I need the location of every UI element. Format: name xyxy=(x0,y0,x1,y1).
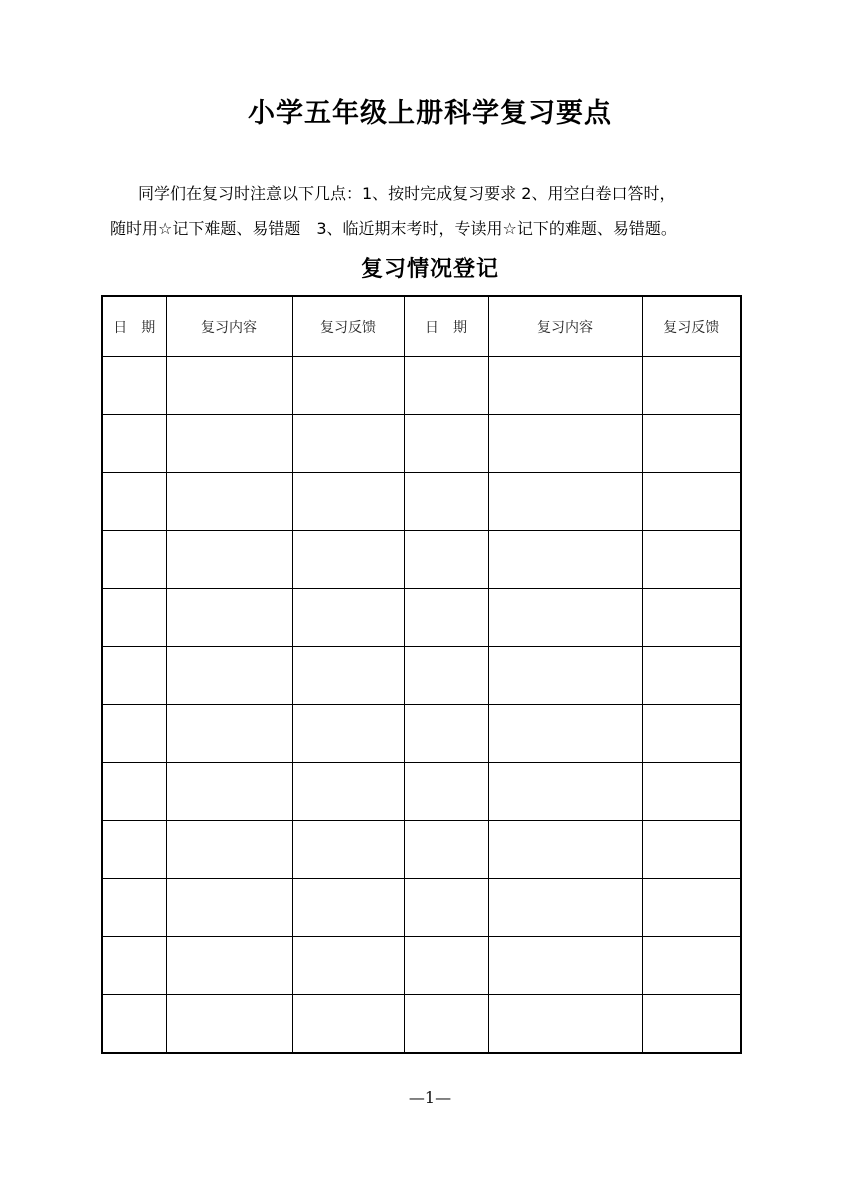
table-row xyxy=(102,821,741,879)
table-cell[interactable] xyxy=(488,531,642,589)
table-cell[interactable] xyxy=(292,531,404,589)
header-feedback-2: 复习反馈 xyxy=(642,296,741,357)
table-cell[interactable] xyxy=(488,937,642,995)
page-title: 小学五年级上册科学复习要点 xyxy=(248,98,612,129)
table-cell[interactable] xyxy=(166,995,292,1054)
table-cell[interactable] xyxy=(292,473,404,531)
table-cell[interactable] xyxy=(642,763,741,821)
table-cell[interactable] xyxy=(488,647,642,705)
table-cell[interactable] xyxy=(102,531,166,589)
table-cell[interactable] xyxy=(292,415,404,473)
table-row xyxy=(102,473,741,531)
section-title: 复习情况登记 xyxy=(360,257,499,282)
table-row xyxy=(102,589,741,647)
table-cell[interactable] xyxy=(102,357,166,415)
table-cell[interactable] xyxy=(166,705,292,763)
table-row xyxy=(102,531,741,589)
table-cell[interactable] xyxy=(166,473,292,531)
table-cell[interactable] xyxy=(292,647,404,705)
header-content-1: 复习内容 xyxy=(166,296,292,357)
table-cell[interactable] xyxy=(404,531,488,589)
table-cell[interactable] xyxy=(102,589,166,647)
table-cell[interactable] xyxy=(102,473,166,531)
table-cell[interactable] xyxy=(642,589,741,647)
table-cell[interactable] xyxy=(166,821,292,879)
table-cell[interactable] xyxy=(166,763,292,821)
table-cell[interactable] xyxy=(404,821,488,879)
table-cell[interactable] xyxy=(488,473,642,531)
table-cell[interactable] xyxy=(166,531,292,589)
table-cell[interactable] xyxy=(642,531,741,589)
table-cell[interactable] xyxy=(488,415,642,473)
table-cell[interactable] xyxy=(102,995,166,1054)
table-cell[interactable] xyxy=(102,415,166,473)
header-date-1: 日 期 xyxy=(102,296,166,357)
table-cell[interactable] xyxy=(404,357,488,415)
table-body xyxy=(102,357,741,1054)
table-cell[interactable] xyxy=(404,705,488,763)
table-cell[interactable] xyxy=(404,647,488,705)
table-cell[interactable] xyxy=(102,821,166,879)
table-cell[interactable] xyxy=(488,763,642,821)
table-cell[interactable] xyxy=(292,995,404,1054)
table-cell[interactable] xyxy=(102,879,166,937)
table-row xyxy=(102,647,741,705)
table-row xyxy=(102,415,741,473)
table-cell[interactable] xyxy=(292,763,404,821)
table-cell[interactable] xyxy=(102,763,166,821)
intro-paragraph xyxy=(110,176,760,246)
table-cell[interactable] xyxy=(404,995,488,1054)
table-cell[interactable] xyxy=(102,647,166,705)
table-cell[interactable] xyxy=(488,589,642,647)
table-cell[interactable] xyxy=(642,879,741,937)
table-cell[interactable] xyxy=(404,589,488,647)
table-cell[interactable] xyxy=(642,821,741,879)
table-cell[interactable] xyxy=(404,937,488,995)
table-cell[interactable] xyxy=(166,647,292,705)
table-cell[interactable] xyxy=(404,415,488,473)
table-cell[interactable] xyxy=(642,415,741,473)
table-cell[interactable] xyxy=(292,821,404,879)
page-number: —1— xyxy=(408,1088,452,1107)
header-feedback-1: 复习反馈 xyxy=(292,296,404,357)
table-cell[interactable] xyxy=(292,705,404,763)
table-cell[interactable] xyxy=(642,995,741,1054)
table-cell[interactable] xyxy=(166,357,292,415)
table-row xyxy=(102,937,741,995)
intro-line-1: 同学们在复习时注意以下几点：1、按时完成复习要求 2、用空白卷口答时， xyxy=(138,184,676,203)
table-cell[interactable] xyxy=(404,879,488,937)
table-cell[interactable] xyxy=(292,589,404,647)
table-cell[interactable] xyxy=(642,647,741,705)
table-header-row xyxy=(102,296,741,357)
table-cell[interactable] xyxy=(102,937,166,995)
header-content-2: 复习内容 xyxy=(488,296,642,357)
table-row xyxy=(102,705,741,763)
table-cell[interactable] xyxy=(642,473,741,531)
table-row xyxy=(102,879,741,937)
table-cell[interactable] xyxy=(488,821,642,879)
header-date-2: 日 期 xyxy=(404,296,488,357)
table-cell[interactable] xyxy=(292,357,404,415)
table-cell[interactable] xyxy=(488,357,642,415)
table-cell[interactable] xyxy=(404,763,488,821)
table-cell[interactable] xyxy=(488,705,642,763)
table-row xyxy=(102,763,741,821)
table-cell[interactable] xyxy=(166,879,292,937)
intro-line-2: 随时用☆记下难题、易错题 3、临近期末考时，专读用☆记下的难题、易错题。 xyxy=(110,219,677,238)
table-cell[interactable] xyxy=(292,937,404,995)
table-cell[interactable] xyxy=(642,705,741,763)
table-row xyxy=(102,995,741,1054)
table-cell[interactable] xyxy=(642,937,741,995)
table-cell[interactable] xyxy=(642,357,741,415)
table-cell[interactable] xyxy=(292,879,404,937)
table-cell[interactable] xyxy=(488,879,642,937)
table-row xyxy=(102,357,741,415)
table-cell[interactable] xyxy=(404,473,488,531)
table-cell[interactable] xyxy=(488,995,642,1054)
table-cell[interactable] xyxy=(166,589,292,647)
table-cell[interactable] xyxy=(166,415,292,473)
table-cell[interactable] xyxy=(102,705,166,763)
review-log-table xyxy=(101,295,742,1054)
table-cell[interactable] xyxy=(166,937,292,995)
